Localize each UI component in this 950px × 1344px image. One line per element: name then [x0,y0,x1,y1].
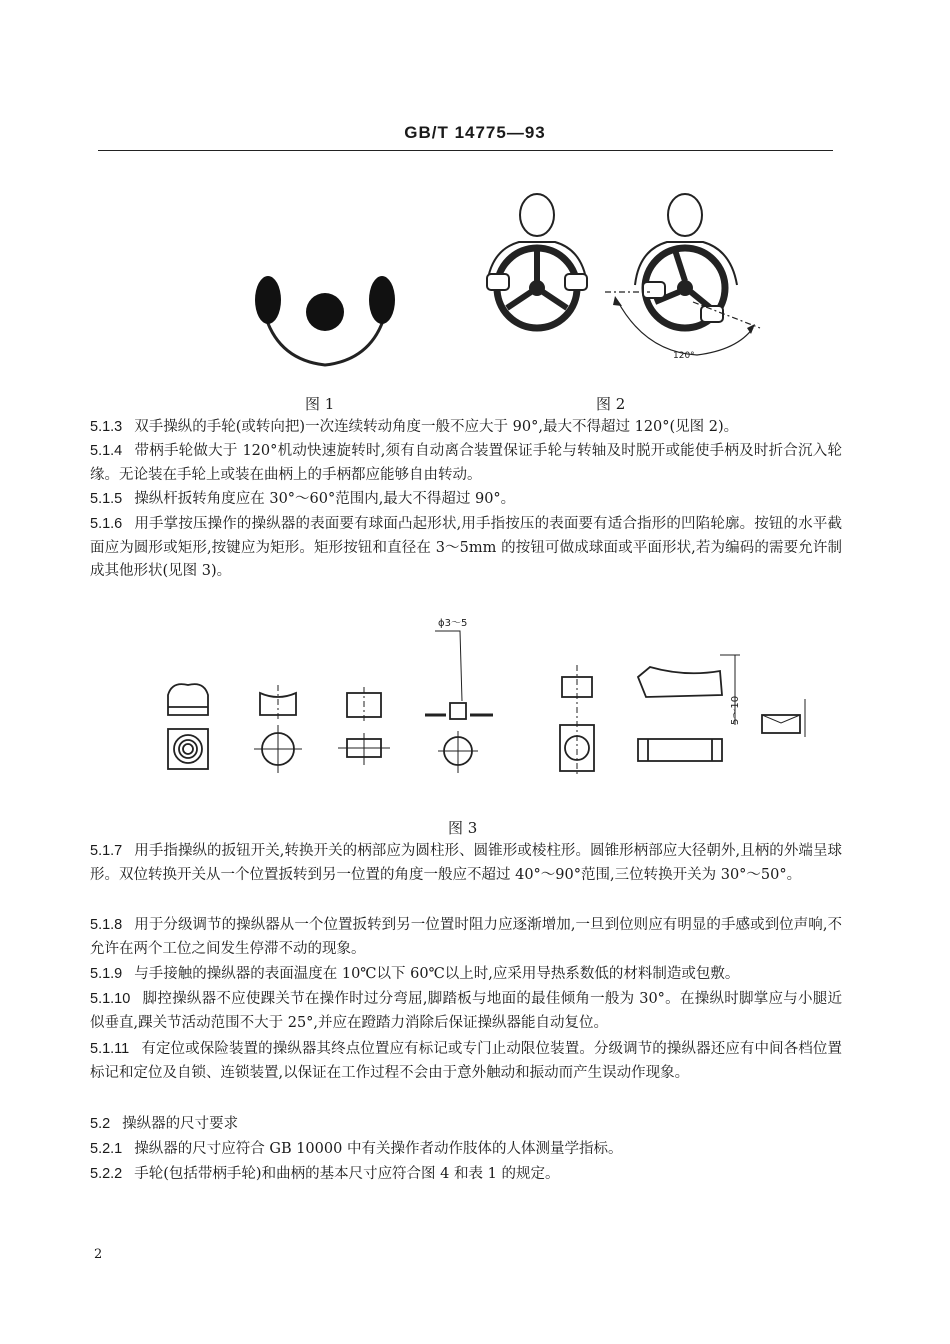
clause-5-1-4: 5.1.4 带柄手轮做大于 120°机动快速旋转时,须有自动离合装置保证手轮与转轴及时脱开或能使手柄及时折合沉入轮缘。无论装在手轮上或装在曲柄上的手柄都应能够自由转动。 [90,443,842,483]
clause-5-1-9: 5.1.9 与手接触的操纵器的表面温度在 10℃以下 60℃以上时,应采用导热系数低的材料制造或包敷。 [90,966,740,982]
clause-5-1-7: 5.1.7 用手指操纵的扳钮开关,转换开关的柄部应为圆柱形、圆锥形或棱柱形。圆锥形柄部应大径朝外,且柄的外端呈球形。双位转换开关从一个位置扳转到另一位置的角度一般应不超过 40°～90°范围,三位转换开关为 30°～50°。 [90,843,842,883]
page-number: 2 [94,1247,103,1262]
clause-5-1-6: 5.1.6 用手掌按压操作的操纵器的表面要有球面凸起形状,用手指按压的表面要有适合指形的凹陷轮廓。按钮的水平截面应为圆形或矩形,按键应为矩形。矩形按钮和直径在 3～5mm 的按钮可做成球面或平面形状,若为编码的需要允许制成其他形状(见图 3)。 [90,516,842,579]
figure-1-caption: 图 1 [305,395,335,413]
clause-5-1-10: 5.1.10 脚控操纵器不应使踝关节在操作时过分弯屈,脚踏板与地面的最佳倾角一般为 30°。在操纵时脚掌应与小腿近似垂直,踝关节活动范围不大于 25°,并应在蹬踏力消除后保证操纵器能自动复位。 [90,991,842,1031]
figure-3-drawing [150,615,840,785]
figure-2-drawing [475,190,775,375]
header-rule [98,150,833,151]
clause-5-1-11: 5.1.11 有定位或保险装置的操纵器其终点位置应有标记或专门止动限位装置。分级调节的操纵器还应有中间各档位置标记和定位及自锁、连锁装置,以保证在工作过程不会由于意外触动和振动而产生误动作现象。 [90,1041,842,1081]
figure-2-caption: 图 2 [596,395,626,413]
figure-1-drawing [240,260,410,380]
figure-3-depth-label: 5～10 [730,695,741,725]
clause-5-1-8: 5.1.8 用于分级调节的操纵器从一个位置扳转到另一位置时阻力应逐渐增加,一旦到位则应有明显的手感或到位声响,不允许在两个工位之间发生停滞不动的现象。 [90,917,842,957]
clause-5-2-1: 5.2.1 操纵器的尺寸应符合 GB 10000 中有关操作者动作肢体的人体测量学指标。 [90,1141,623,1157]
clause-5-1-5: 5.1.5 操纵杆扳转角度应在 30°～60°范围内,最大不得超过 90°。 [90,491,516,507]
standard-code-header: GB/T 14775—93 [404,123,546,142]
figure-3-diameter-label: ϕ3～5 [438,618,468,629]
section-5-2-title: 5.2 操纵器的尺寸要求 [90,1116,239,1132]
clause-5-2-2: 5.2.2 手轮(包括带柄手轮)和曲柄的基本尺寸应符合图 4 和表 1 的规定。 [90,1166,560,1182]
figure-2-angle-label: 120° [673,351,695,361]
figure-3-caption: 图 3 [448,819,478,837]
clause-5-1-3: 5.1.3 双手操纵的手轮(或转向把)一次连续转动角度一般不应大于 90°,最大不得超过 120°(见图 2)。 [90,419,739,435]
